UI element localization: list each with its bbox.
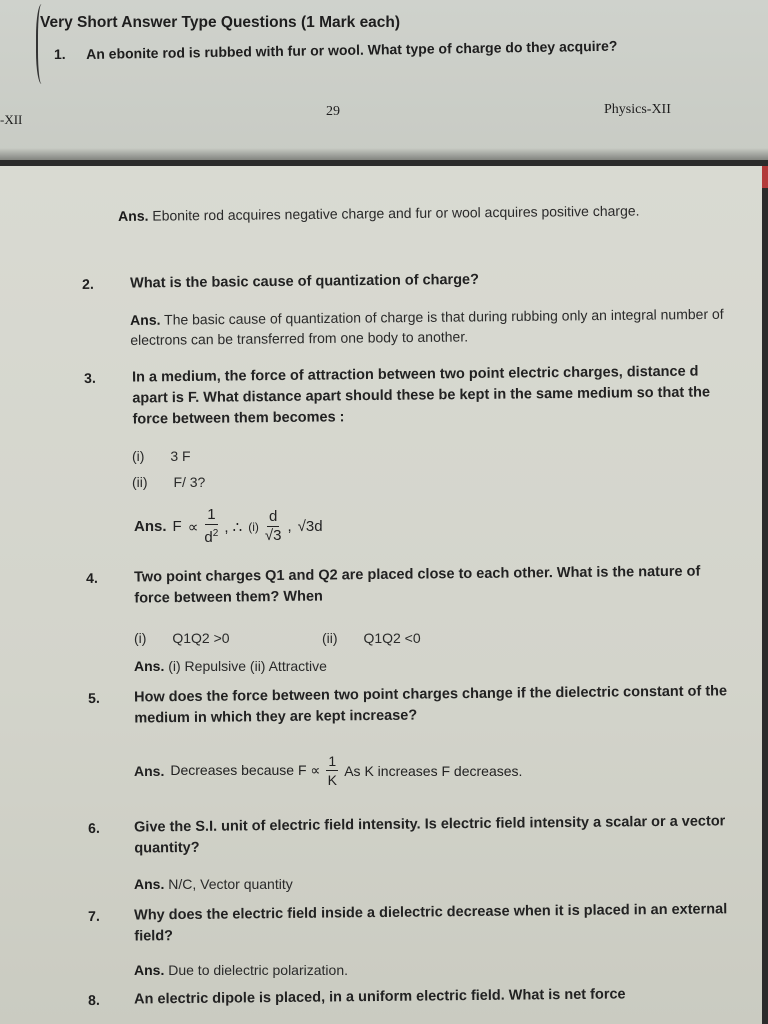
- fraction-numerator: 1: [328, 753, 337, 769]
- answer-label: Ans.: [134, 658, 165, 674]
- answer-label: Ans.: [134, 876, 165, 892]
- answer-label: Ans.: [134, 518, 167, 535]
- question-text: In a medium, the force of attraction between two point electric charges, distance d apart is F. What distance apart should these be kept in the same medium so that the force between them becomes :: [132, 363, 711, 428]
- force-symbol: F: [172, 518, 182, 535]
- option-roman: (ii): [132, 474, 148, 490]
- option-text: Q1Q2 <0: [363, 630, 421, 646]
- question-number: 2.: [82, 275, 94, 292]
- fraction-numerator: d: [268, 508, 278, 525]
- answer-label: Ans.: [118, 207, 149, 224]
- fraction: [326, 752, 338, 789]
- fraction-numerator: 1: [207, 506, 216, 523]
- question-number: 4.: [86, 569, 98, 586]
- option-text: F/ 3?: [173, 474, 206, 490]
- separator: ,: [287, 518, 292, 535]
- sqrt-expression: √3d: [297, 518, 323, 535]
- question-number: 1.: [54, 46, 66, 62]
- option-2: [322, 630, 421, 646]
- answer-text: Decreases because F ∝: [170, 762, 321, 778]
- answer-text: Due to dielectric polarization.: [168, 962, 348, 978]
- question-text: An electric dipole is placed, in a uniform electric field. What is net force: [134, 986, 626, 1008]
- answer-6: [134, 874, 293, 894]
- previous-page: [0, 0, 768, 160]
- roman-marker: (i): [248, 519, 259, 534]
- question-number: 3.: [84, 369, 96, 386]
- answer-label: Ans.: [134, 762, 165, 779]
- option-text: Q1Q2 >0: [172, 630, 230, 646]
- answer-label: Ans.: [130, 311, 161, 328]
- question-text: An ebonite rod is rubbed with fur or wool. What type of charge do they acquire?: [86, 37, 618, 62]
- answer-4: [134, 656, 327, 676]
- running-head: Physics-XII: [604, 102, 671, 117]
- question-text: Why does the electric field inside a dielectric decrease when it is placed in an external field?: [134, 901, 728, 945]
- answer-5: [134, 752, 522, 789]
- question-text: Give the S.I. unit of electric field intensity. Is electric field intensity a scalar or a vector quantity?: [134, 813, 726, 857]
- question-number: 6.: [88, 819, 100, 836]
- option-1: [134, 630, 230, 646]
- question-text: How does the force between two point charges change if the dielectric constant of the medium in which they are kept increase?: [134, 683, 728, 727]
- answer-text: Ebonite rod acquires negative charge and fur or wool acquires positive charge.: [152, 202, 640, 224]
- proportional-symbol: ∝: [187, 518, 199, 536]
- option-1: [132, 448, 191, 464]
- question-number: 7.: [88, 907, 100, 924]
- answer-text: N/C, Vector quantity: [168, 876, 293, 892]
- question-number: 5.: [88, 689, 100, 706]
- section-heading: Very Short Answer Type Questions (1 Mark each): [40, 14, 401, 31]
- answer-text-after: As K increases F decreases.: [344, 762, 523, 779]
- answer-7: [134, 960, 348, 980]
- current-page: [0, 166, 762, 1024]
- answer-2: [130, 304, 732, 348]
- page-shadow: [0, 148, 768, 160]
- option-2: [132, 474, 205, 490]
- answer-label: Ans.: [134, 962, 165, 978]
- option-roman: (i): [132, 448, 145, 464]
- answer-text: (i) Repulsive (ii) Attractive: [168, 658, 327, 674]
- question-text: What is the basic cause of quantization of charge?: [130, 271, 480, 292]
- page-number: 29: [326, 104, 340, 119]
- option-roman: (ii): [322, 630, 338, 646]
- fraction-1: [204, 506, 218, 547]
- option-text: 3 F: [170, 448, 191, 464]
- fraction-denominator: $d^2$: [204, 528, 219, 546]
- option-roman: (i): [134, 630, 147, 646]
- question-number: 8.: [88, 991, 100, 1008]
- answer-text: The basic cause of quantization of charge is that during rubbing only an integral number of electrons can be transferred from one body to another.: [130, 305, 724, 348]
- fraction-denominator: K: [327, 772, 337, 788]
- answer-1: [118, 200, 730, 224]
- fraction-2: [265, 508, 282, 545]
- therefore-symbol: , ∴: [224, 518, 243, 536]
- question-text: Two point charges Q1 and Q2 are placed close to each other. What is the nature of force between them? When: [134, 563, 701, 607]
- fraction-denominator: √3: [264, 527, 282, 544]
- answer-3: [134, 506, 323, 547]
- left-margin-mark: -XII: [0, 112, 23, 127]
